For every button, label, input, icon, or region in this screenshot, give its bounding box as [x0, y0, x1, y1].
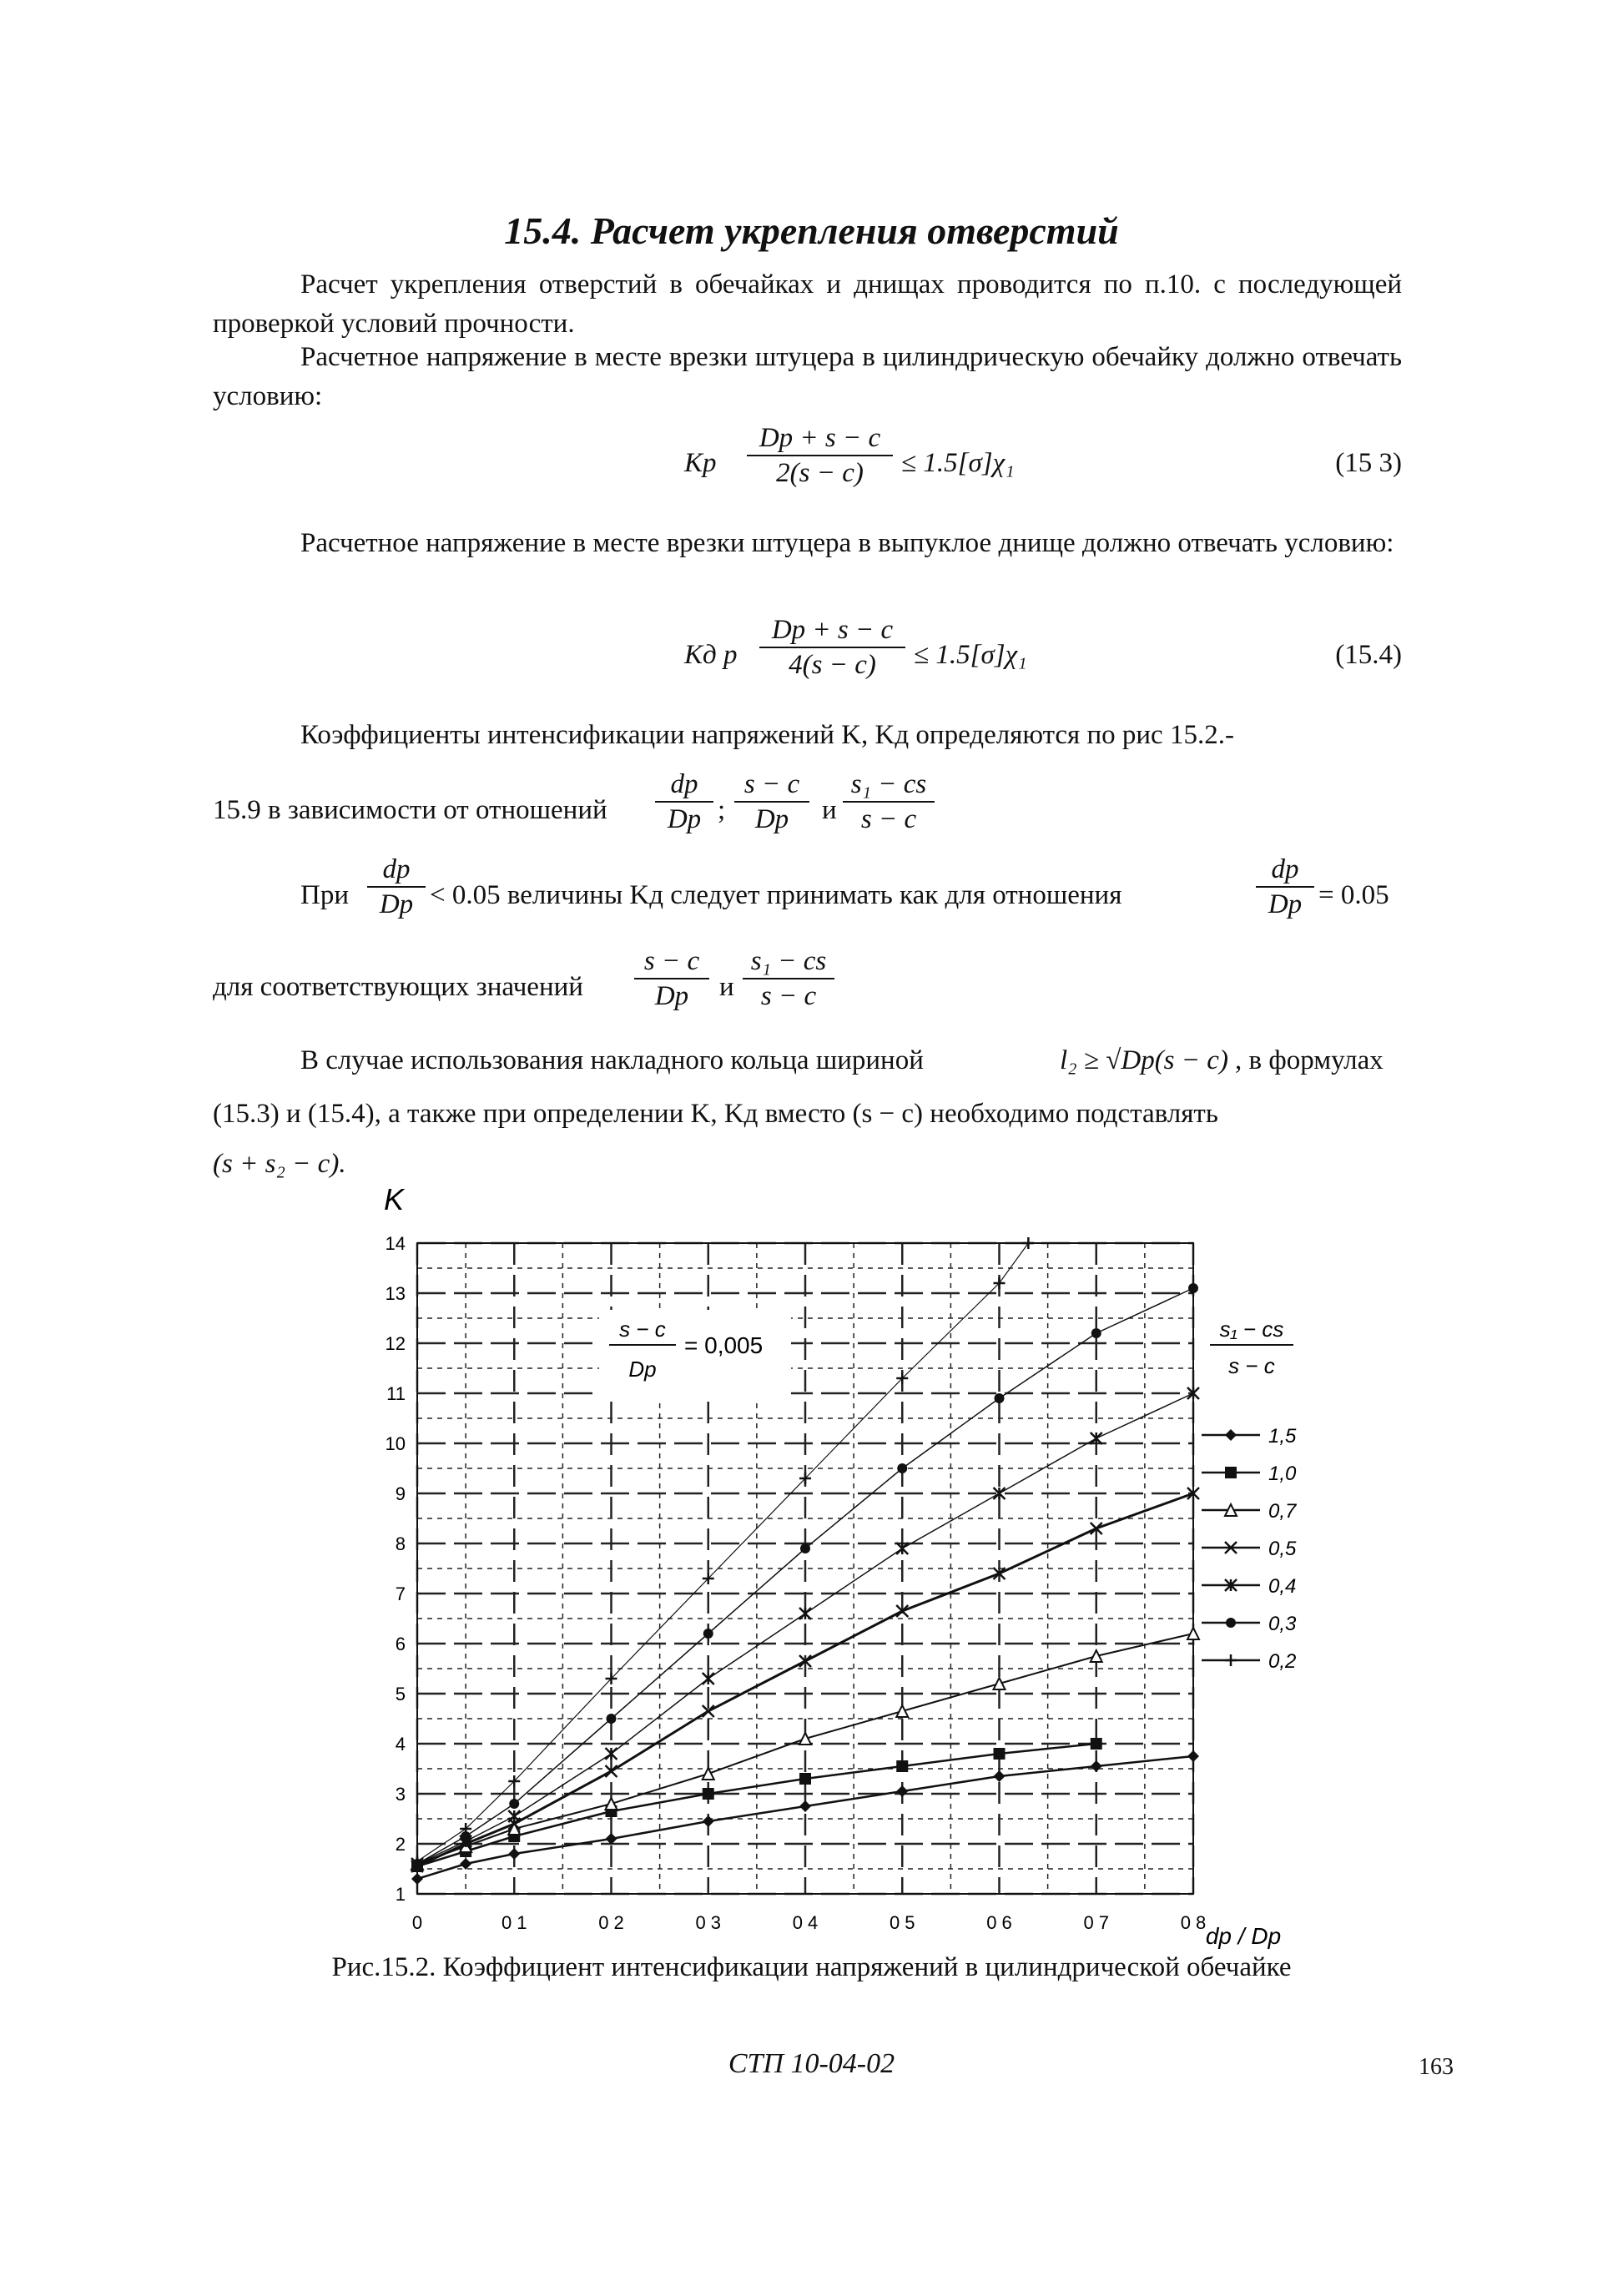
eq1-denominator: 2(s − c) — [776, 458, 864, 488]
eq1-number: (15 3) — [1335, 448, 1402, 478]
frac-s1-sc — [843, 768, 935, 836]
x-tick-label: 0 8 — [1180, 1912, 1207, 1933]
series-point-0-7 — [994, 1678, 1006, 1689]
paragraph-3: Расчетное напряжение в месте врезки штуцера в выпуклое днище должно отвечать условию: — [300, 528, 1394, 558]
x-axis-label: dp / Dp — [1205, 1923, 1282, 1949]
y-tick-label: 4 — [395, 1734, 406, 1755]
frac-numerator: s₁ − cs — [743, 944, 834, 979]
frac-numerator: dp — [655, 768, 713, 803]
legend-label: 0,7 — [1268, 1500, 1297, 1523]
eq2-denominator: 4(s − c) — [789, 650, 876, 680]
legend-label: 0,4 — [1268, 1575, 1297, 1598]
legend-marker — [1226, 1618, 1236, 1628]
series-point-0-7 — [606, 1798, 617, 1810]
series-point-1-0 — [994, 1748, 1006, 1760]
section-heading: 15.4. Расчет укрепления отверстий — [504, 209, 1119, 252]
series-point-0-4 — [1091, 1432, 1102, 1444]
legend-label: 1,0 — [1268, 1463, 1297, 1485]
equation-15-3 — [668, 421, 1402, 505]
legend-label: 0,5 — [1268, 1538, 1297, 1560]
series-point-0-3 — [800, 1543, 810, 1553]
paragraph-1: Расчет укрепления отверстий в обечайках и днищах проводится по п.10. с последующей проверкой условий прочности. — [213, 269, 1402, 339]
series-point-0-7 — [799, 1733, 811, 1745]
series-point-1-5 — [994, 1770, 1006, 1782]
paragraph-4: Коэффициенты интенсификации напряжений K, Kд определяются по рис 15.2.- — [300, 720, 1234, 750]
paragraph-7-start: В случае использования накладного кольца шириной — [300, 1045, 924, 1075]
legend-label: 0,2 — [1268, 1650, 1297, 1673]
y-tick-label: 8 — [395, 1533, 406, 1554]
frac-numerator: s₁ − cs — [843, 768, 935, 803]
ring-width-formula: l₂ ≥ √Dp(s − c) — [1060, 1045, 1228, 1075]
series-point-1-5 — [1091, 1760, 1102, 1772]
frac-numerator: s − c — [734, 768, 809, 803]
k-coefficient-chart — [359, 1176, 1318, 1977]
paragraph-5-start: При — [300, 880, 349, 910]
series-point-0-3 — [995, 1393, 1005, 1403]
x-tick-label: 0 — [411, 1912, 423, 1933]
series-point-1-5 — [508, 1848, 520, 1860]
x-tick-label: 0 2 — [598, 1912, 624, 1933]
page-number: 163 — [1419, 2054, 1454, 2080]
series-point-1-5 — [411, 1873, 423, 1885]
frac-numerator: s − c — [634, 944, 709, 979]
legend-label: 0,3 — [1268, 1613, 1297, 1635]
y-tick-label: 12 — [385, 1333, 406, 1354]
eq1-rhs: ≤ 1.5[σ]χ₁ — [901, 448, 1015, 478]
frac-dp-Dp — [655, 768, 713, 836]
x-tick-label: 0 4 — [792, 1912, 819, 1933]
series-point-0-3 — [607, 1714, 617, 1724]
x-tick-label: 0 1 — [501, 1912, 527, 1933]
y-tick-label: 14 — [385, 1233, 406, 1254]
equation-15-4 — [668, 613, 1402, 697]
series-point-0-3 — [1091, 1328, 1101, 1338]
frac-numerator: dp — [1256, 853, 1314, 888]
frac-dp-Dp-3 — [1256, 853, 1314, 921]
frac-s1-sc-2 — [743, 944, 834, 1013]
series-point-0-4 — [606, 1748, 617, 1760]
frac-denominator: Dp — [754, 804, 789, 834]
eq2-rhs: ≤ 1.5[σ]χ₁ — [914, 640, 1027, 670]
legend-title-denominator: s − c — [1228, 1353, 1275, 1378]
y-tick-label: 7 — [395, 1584, 406, 1604]
frac-denominator: s − c — [860, 804, 917, 834]
eq2-lhs: Kд p — [684, 640, 738, 670]
series-point-0-3 — [897, 1463, 907, 1473]
eq1-lhs: Kp — [684, 448, 717, 478]
annotation-denominator: Dp — [628, 1357, 657, 1382]
y-tick-label: 11 — [386, 1383, 406, 1404]
frac-sc-Dp — [734, 768, 809, 836]
legend-label: 1,5 — [1268, 1425, 1297, 1448]
paragraph-9: (s + s₂ − c). — [213, 1149, 346, 1179]
legend-marker — [1225, 1467, 1237, 1478]
series-point-0-3 — [703, 1629, 713, 1639]
paragraph-5-middle: < 0.05 величины Kд следует принимать как для отношения — [430, 880, 1122, 910]
legend-title-numerator: s₁ − cs — [1219, 1317, 1284, 1342]
paragraph-7-end: , в формулах — [1235, 1045, 1384, 1075]
y-tick-label: 2 — [395, 1834, 406, 1855]
document-code: СТП 10-04-02 — [728, 2048, 895, 2079]
y-tick-label: 5 — [395, 1684, 406, 1704]
y-tick-label: 10 — [385, 1433, 406, 1454]
y-tick-label: 1 — [395, 1884, 406, 1905]
series-point-1-5 — [799, 1800, 811, 1812]
series-point-0-3 — [1188, 1283, 1198, 1293]
series-point-0-7 — [703, 1768, 714, 1780]
paragraph-6: для соответствующих значений — [213, 972, 583, 1002]
frac-sc-Dp-2 — [634, 944, 709, 1013]
legend-marker — [1225, 1429, 1237, 1441]
frac-denominator: Dp — [379, 889, 414, 919]
series-point-0-4 — [703, 1673, 714, 1684]
frac-denominator: s − c — [760, 981, 817, 1011]
x-tick-label: 0 3 — [695, 1912, 722, 1933]
x-tick-label: 0 5 — [889, 1912, 915, 1933]
y-tick-label: 3 — [395, 1784, 406, 1805]
semicolon: ; — [718, 795, 726, 825]
eq1-numerator: Dp + s − c — [747, 421, 893, 456]
eq1-fraction — [747, 421, 893, 490]
frac-numerator: dp — [367, 853, 426, 888]
word-and-2: и — [719, 972, 734, 1002]
paragraph-5-end: = 0.05 — [1318, 880, 1389, 910]
eq2-numerator: Dp + s − c — [759, 613, 905, 648]
series-point-1-0 — [799, 1773, 811, 1785]
y-tick-label: 6 — [395, 1634, 406, 1654]
series-point-0-4 — [896, 1543, 908, 1554]
series-point-0-7 — [1091, 1650, 1102, 1662]
frac-denominator: Dp — [654, 981, 689, 1011]
paragraph-4b: 15.9 в зависимости от отношений — [213, 795, 607, 825]
paragraph-2: Расчетное напряжение в месте врезки штуцера в цилиндрическую обечайку должно отвечать условию: — [213, 342, 1402, 411]
series-point-1-0 — [703, 1788, 714, 1800]
series-point-1-5 — [896, 1785, 908, 1797]
series-point-1-5 — [703, 1815, 714, 1827]
series-point-1-0 — [1091, 1738, 1102, 1750]
figure-caption: Рис.15.2. Коэффициент интенсификации напряжений в цилиндрической обечайке — [331, 1952, 1292, 1982]
series-point-0-4 — [508, 1810, 520, 1822]
annotation-value: = 0,005 — [684, 1332, 764, 1358]
series-point-0-4 — [799, 1608, 811, 1619]
series-point-1-5 — [1187, 1750, 1199, 1762]
eq2-number: (15.4) — [1335, 640, 1402, 670]
frac-denominator: Dp — [667, 804, 702, 834]
x-tick-label: 0 6 — [986, 1912, 1012, 1933]
paragraph-8: (15.3) и (15.4), а также при определении K, Kд вместо (s − c) необходимо подставлять — [213, 1099, 1218, 1129]
series-point-1-0 — [896, 1760, 908, 1772]
series-point-0-7 — [1187, 1628, 1199, 1639]
x-tick-label: 0 7 — [1083, 1912, 1110, 1933]
series-point-1-5 — [460, 1858, 471, 1870]
series-point-0-7 — [896, 1705, 908, 1717]
frac-dp-Dp-2 — [367, 853, 426, 921]
y-axis-label: K — [384, 1182, 405, 1216]
annotation-numerator: s − c — [619, 1317, 666, 1342]
word-and: и — [822, 795, 837, 825]
eq2-fraction — [759, 613, 905, 682]
y-tick-label: 13 — [385, 1283, 406, 1304]
frac-denominator: Dp — [1268, 889, 1303, 919]
legend-marker — [1225, 1654, 1237, 1666]
series-point-0-2 — [1022, 1237, 1034, 1249]
series-point-0-3 — [509, 1799, 519, 1809]
y-tick-label: 9 — [395, 1483, 406, 1504]
